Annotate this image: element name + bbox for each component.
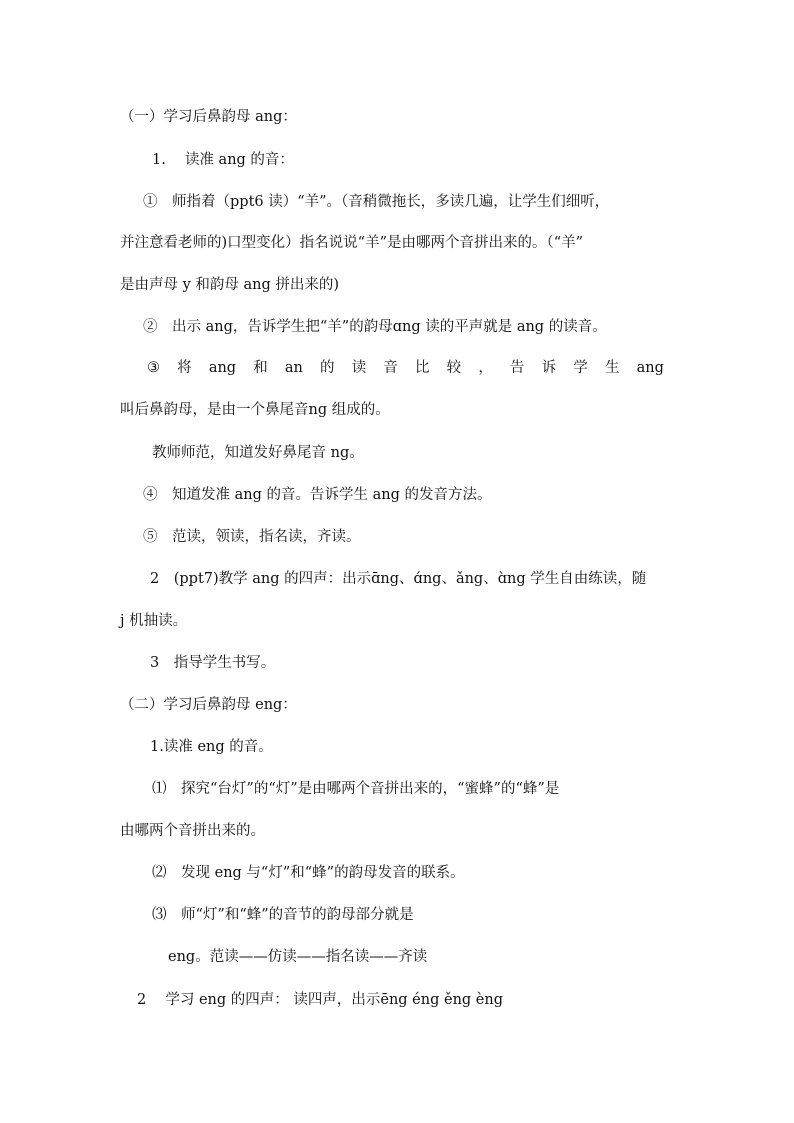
justified-word: 将 <box>177 360 192 376</box>
justified-word: ang <box>208 360 237 376</box>
justified-word: ang <box>636 360 664 376</box>
section-1-step-3: 3 指导学生书写。 <box>150 655 276 671</box>
section-1-step-2-line-1: 2 (ppt7)教学 ang 的四声：出示ɑ̄ng、ɑ́ng、ǎng、ɑ̀ng 学生自由练读，随 <box>150 571 647 587</box>
section-1-step-1: 1. 读准 ang 的音： <box>152 152 294 168</box>
section-1-item-3-line-3: 教师师范，知道发好鼻尾音 ng。 <box>152 445 364 461</box>
justified-word: 音 <box>383 360 398 376</box>
justified-word: ， <box>478 360 493 376</box>
justified-word: an <box>284 360 303 376</box>
justified-word: 比 <box>415 360 430 376</box>
section-2-item-3-line-2: eng。范读——仿读——指名读——齐读 <box>168 949 428 965</box>
section-1-item-5: ⑤ 范读，领读，指名读，齐读。 <box>143 529 361 545</box>
section-1-item-3-line-2: 叫后鼻韵母，是由一个鼻尾音ng 组成的。 <box>120 402 390 418</box>
section-1-item-1-line-3: 是由声母 y 和韵母 ang 拼出来的) <box>120 277 340 293</box>
section-1-heading: （一）学习后鼻韵母 ang： <box>120 109 297 125</box>
justified-word: 诉 <box>541 360 557 376</box>
justified-word: ③ <box>147 360 160 376</box>
section-1-item-1-line-1: ① 师指着（ppt6 读）“羊”。（音稍微拖长，多读几遍，让学生们细听， <box>143 194 610 210</box>
section-1-step-2-line-2: j 机抽读。 <box>120 613 188 629</box>
section-2-item-3-line-1: ⑶ 师“灯”和“蜂”的音节的韵母部分就是 <box>152 907 414 923</box>
justified-word: 告 <box>509 360 525 376</box>
section-2-step-1: 1.读准 eng 的音。 <box>150 739 273 755</box>
justified-word: 生 <box>604 360 620 376</box>
section-1-item-2: ② 出示 ang，告诉学生把“羊”的韵母ɑng 读的平声就是 ang 的读音。 <box>143 319 607 335</box>
justified-word: 较 <box>446 360 462 376</box>
justified-word: 学 <box>573 360 588 376</box>
section-1-item-1-line-2: 并注意看老师的)口型变化）指名说说“羊”是由哪两个音拼出来的。（“羊” <box>120 235 584 251</box>
section-2-step-2: 2 学习 eng 的四声： 读四声，出示ēng éng ěng èng <box>137 992 503 1008</box>
section-2-item-2: ⑵ 发现 eng 与“灯”和“蜂”的韵母发音的联系。 <box>152 865 465 881</box>
section-1-item-3-line-1 <box>147 358 664 378</box>
justified-word: 和 <box>253 360 268 376</box>
section-2-item-1-line-2: 由哪两个音拼出来的。 <box>120 823 265 839</box>
section-1-item-4: ④ 知道发准 ang 的音。告诉学生 ang 的发音方法。 <box>143 487 492 503</box>
justified-word: 的 <box>320 360 335 376</box>
justified-word: 读 <box>351 360 367 376</box>
section-2-item-1-line-1: ⑴ 探究“台灯”的“灯”是由哪两个音拼出来的，“蜜蜂”的“蜂”是 <box>152 781 560 797</box>
section-2-heading: （二）学习后鼻韵母 eng： <box>120 697 297 713</box>
